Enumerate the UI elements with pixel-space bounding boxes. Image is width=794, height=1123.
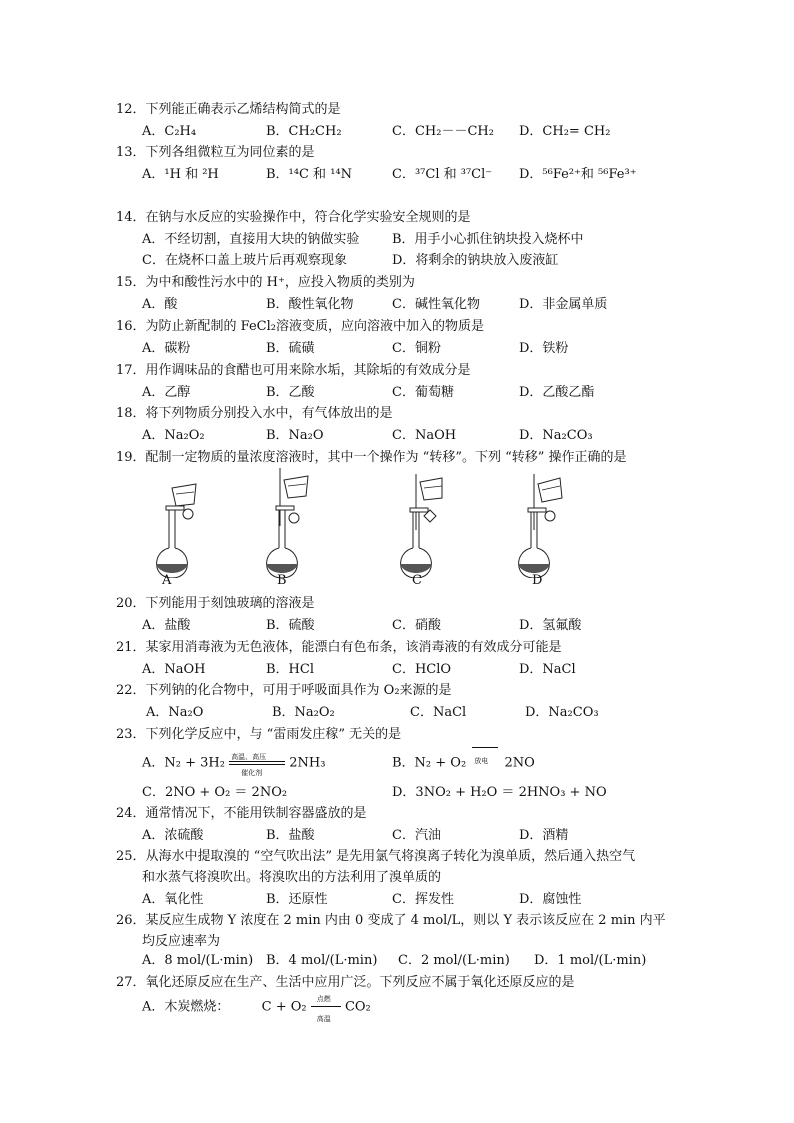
q13-option-c[interactable]: C．³⁷Cl 和 ³⁷Cl⁻ [392, 167, 493, 182]
q16-option-c[interactable]: C．铜粉 [392, 341, 441, 356]
q15-option-b[interactable]: B．酸性氧化物 [266, 297, 354, 312]
flask-figure-d [516, 470, 576, 578]
q21-option-d[interactable]: D．NaCl [519, 662, 576, 677]
q20-option-d[interactable]: D．氢氟酸 [519, 618, 582, 633]
q13-option-d[interactable]: D．⁵⁶Fe²⁺和 ⁵⁶Fe³⁺ [519, 167, 637, 182]
q21-option-a[interactable]: A．NaOH [142, 662, 206, 677]
q17-option-a[interactable]: A．乙醇 [142, 385, 191, 400]
q14-option-a[interactable]: A．不经切割，直接用大块的钠做实验 [142, 232, 360, 247]
q24-option-c[interactable]: C．汽油 [392, 828, 441, 843]
q15-stem: 15．为中和酸性污水中的 H⁺，应投入物质的类别为 [116, 275, 415, 290]
q14-option-b[interactable]: B．用手小心抓住钠块投入烧杯中 [392, 232, 584, 247]
q23-a-arrow [229, 753, 285, 777]
q16-option-d[interactable]: D．铁粉 [519, 341, 569, 356]
q23-b-reactants: B．N₂ + O₂ [392, 755, 467, 771]
q27-a-product: CO₂ [344, 999, 371, 1015]
q23-b-condition-top: 放电 [474, 757, 489, 765]
q15-option-d[interactable]: D．非金属单质 [519, 297, 608, 312]
q27-option-a[interactable] [142, 995, 371, 1023]
q13-stem: 13．下列各组微粒互为同位素的是 [116, 145, 315, 160]
q22-option-a[interactable]: A．Na₂O [146, 705, 204, 720]
q23-option-d[interactable]: D．3NO₂ + H₂O ＝ 2HNO₃ + NO [392, 785, 607, 800]
q25-option-d[interactable]: D．腐蚀性 [519, 892, 582, 907]
q25-stem-continued: 和水蒸气将溴吹出。将溴吹出的方法利用了溴单质的 [142, 870, 442, 885]
flask-label-c: C [412, 573, 422, 588]
q20-option-b[interactable]: B．硫酸 [266, 618, 315, 633]
q14-option-d[interactable]: D．将剩余的钠块放入废液缸 [392, 253, 559, 268]
q14-stem: 14．在钠与水反应的实验操作中，符合化学实验安全规则的是 [116, 210, 471, 225]
q21-stem: 21．某家用消毒液为无色液体，能漂白有色布条，该消毒液的有效成分可能是 [116, 640, 562, 655]
flask-figure-b [262, 466, 322, 578]
q23-a-reactants: A．N₂ + 3H₂ [142, 755, 225, 771]
q20-stem: 20．下列能用于刻蚀玻璃的溶液是 [116, 596, 315, 611]
q16-stem: 16．为防止新配制的 FeCl₂溶液变质，应向溶液中加入的物质是 [116, 319, 484, 334]
q24-stem: 24．通常情况下，不能用铁制容器盛放的是 [116, 806, 367, 821]
q22-option-d[interactable]: D．Na₂CO₃ [525, 705, 599, 720]
q21-option-c[interactable]: C．HClO [392, 662, 452, 677]
q23-option-b[interactable] [392, 755, 535, 772]
q23-stem: 23．下列化学反应中，与 “雷雨发庄稼” 无关的是 [116, 727, 402, 742]
q17-option-d[interactable]: D．乙酸乙酯 [519, 385, 595, 400]
q12-stem: 12．下列能正确表示乙烯结构简式的是 [116, 102, 341, 117]
q17-option-b[interactable]: B．乙酸 [266, 385, 315, 400]
q27-stem: 27．氧化还原反应在生产、生活中应用广泛。下列反应不属于氧化还原反应的是 [116, 975, 575, 990]
q23-b-arrow [470, 755, 500, 771]
q18-option-d[interactable]: D．Na₂CO₃ [519, 428, 593, 443]
q25-option-c[interactable]: C．挥发性 [392, 892, 454, 907]
q22-stem: 22．下列钠的化合物中，可用于呼吸面具作为 O₂来源的是 [116, 683, 452, 698]
q27-a-reactants: C + O₂ [261, 999, 307, 1015]
q20-option-c[interactable]: C．硝酸 [392, 618, 441, 633]
flask-label-d: D [532, 573, 543, 588]
flask-figure-a [146, 470, 206, 578]
q23-a-condition-top: 高温、高压 [231, 753, 267, 761]
q25-option-a[interactable]: A．氧化性 [142, 892, 204, 907]
q26-stem-continued: 均反应速率为 [142, 934, 221, 949]
q18-option-a[interactable]: A．Na₂O₂ [142, 428, 205, 443]
q23-a-product: 2NH₃ [289, 755, 326, 771]
flask-label-b: B [277, 573, 287, 588]
q16-option-b[interactable]: B．硫磺 [266, 341, 315, 356]
q24-option-b[interactable]: B．盐酸 [266, 828, 315, 843]
q27-a-label: A．木炭燃烧： [142, 999, 230, 1015]
q23-b-product: 2NO [504, 755, 535, 771]
q16-option-a[interactable]: A．碳粉 [142, 341, 191, 356]
q25-stem: 25．从海水中提取溴的 “空气吹出法” 是先用氯气将溴离子转化为溴单质，然后通入热空气 [116, 849, 636, 864]
q26-stem: 26．某反应生成物 Y 浓度在 2 min 内由 0 变成了 4 mol/L，则以 Y 表示该反应在 2 min 内平 [116, 913, 666, 928]
q24-option-d[interactable]: D．酒精 [519, 828, 569, 843]
q25-option-b[interactable]: B．还原性 [266, 892, 328, 907]
q18-option-c[interactable]: C．NaOH [392, 428, 457, 443]
q12-option-a[interactable]: A．C₂H₄ [142, 124, 197, 139]
q13-option-b[interactable]: B．¹⁴C 和 ¹⁴N [266, 167, 352, 182]
q23-option-a[interactable] [142, 753, 326, 777]
flask-figure-c [398, 470, 458, 578]
q22-option-b[interactable]: B．Na₂O₂ [272, 705, 335, 720]
q26-option-b[interactable]: B．4 mol/(L·min) [266, 953, 378, 968]
q17-stem: 17．用作调味品的食醋也可用来除水垢，其除垢的有效成分是 [116, 363, 471, 378]
q26-option-d[interactable]: D．1 mol/(L·min) [534, 953, 647, 968]
q18-option-b[interactable]: B．Na₂O [266, 428, 324, 443]
q21-option-b[interactable]: B．HCl [266, 662, 314, 677]
q20-option-a[interactable]: A．盐酸 [142, 618, 191, 633]
q15-option-a[interactable]: A．酸 [142, 297, 178, 312]
q27-a-arrow [311, 995, 341, 1023]
q24-option-a[interactable]: A．浓硫酸 [142, 828, 204, 843]
q18-stem: 18．将下列物质分别投入水中，有气体放出的是 [116, 406, 393, 421]
q23-a-condition-bottom: 催化剂 [241, 769, 263, 777]
q26-option-c[interactable]: C．2 mol/(L·min) [398, 953, 510, 968]
q12-option-d[interactable]: D．CH₂= CH₂ [519, 124, 611, 139]
q13-option-a[interactable]: A．¹H 和 ²H [142, 167, 219, 182]
q22-option-c[interactable]: C．NaCl [410, 705, 467, 720]
q27-a-condition-top: 点燃 [316, 995, 331, 1003]
q23-option-c[interactable]: C．2NO + O₂ ＝ 2NO₂ [142, 785, 288, 800]
q12-option-b[interactable]: B．CH₂CH₂ [266, 124, 342, 139]
q26-option-a[interactable]: A．8 mol/(L·min) [142, 953, 254, 968]
q27-a-condition-bottom: 高温 [316, 1015, 331, 1023]
q17-option-c[interactable]: C．葡萄糖 [392, 385, 454, 400]
q14-option-c[interactable]: C．在烧杯口盖上玻片后再观察现象 [142, 253, 347, 268]
q19-stem: 19．配制一定物质的量浓度溶液时，其中一个操作为 “转移”。下列 “转移” 操作正确的是 [116, 450, 627, 465]
flask-label-a: A [162, 573, 172, 588]
q12-option-c[interactable]: C．CH₂－－CH₂ [392, 124, 494, 139]
q15-option-c[interactable]: C．碱性氧化物 [392, 297, 480, 312]
